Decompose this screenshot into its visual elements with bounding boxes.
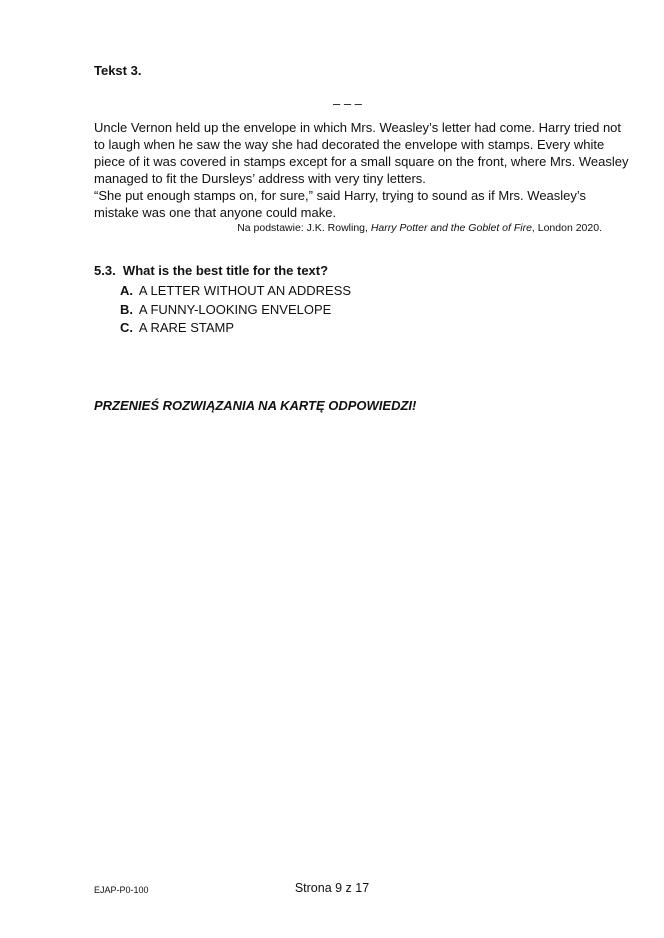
citation-suffix: , London 2020. [531,222,602,234]
citation-title: Harry Potter and the Goblet of Fire [370,222,532,234]
text-paragraph [94,120,628,221]
paragraph-line: managed to fit the Dursleys’ address with very tiny letters. [94,170,426,186]
page-number: Strona 9 z 17 [294,881,370,895]
paragraph-line: mistake was one that anyone could make. [94,204,337,220]
option-letter: B. [120,301,133,317]
paragraph-line: to laugh when he saw the way she had decorated the envelope with stamps. Every white [94,136,605,152]
question-text: What is the best title for the text? [122,263,329,278]
question-number: 5.3. [94,263,116,278]
citation-prefix: Na podstawie: J.K. Rowling, [237,222,371,234]
answer-option-b [120,302,331,317]
answer-option-c [120,320,234,335]
section-title: Tekst 3. [94,63,142,78]
option-text: A LETTER WITHOUT AN ADDRESS [138,283,352,298]
paragraph-line: “She put enough stamps on, for sure,” said Harry, trying to sound as if Mrs. Weasley’s [94,187,587,203]
option-letter: C. [120,320,133,335]
source-citation [237,222,602,234]
paragraph-line: Uncle Vernon held up the envelope in which Mrs. Weasley’s letter had come. Harry tried not [94,120,622,135]
option-text: A FUNNY-LOOKING ENVELOPE [138,301,332,317]
paragraph-line: piece of it was covered in stamps except for a small square on the front, where Mrs. Weasley [94,153,629,169]
option-letter: A. [120,283,133,298]
question-heading [94,263,328,278]
instruction-text: PRZENIEŚ ROZWIĄZANIA NA KARTĘ ODPOWIEDZI! [94,398,417,413]
option-text: A RARE STAMP [138,320,235,335]
omission-mark: – – – [333,96,362,111]
answer-option-a [120,283,351,298]
exam-code: EJAP-P0-100 [94,885,149,895]
